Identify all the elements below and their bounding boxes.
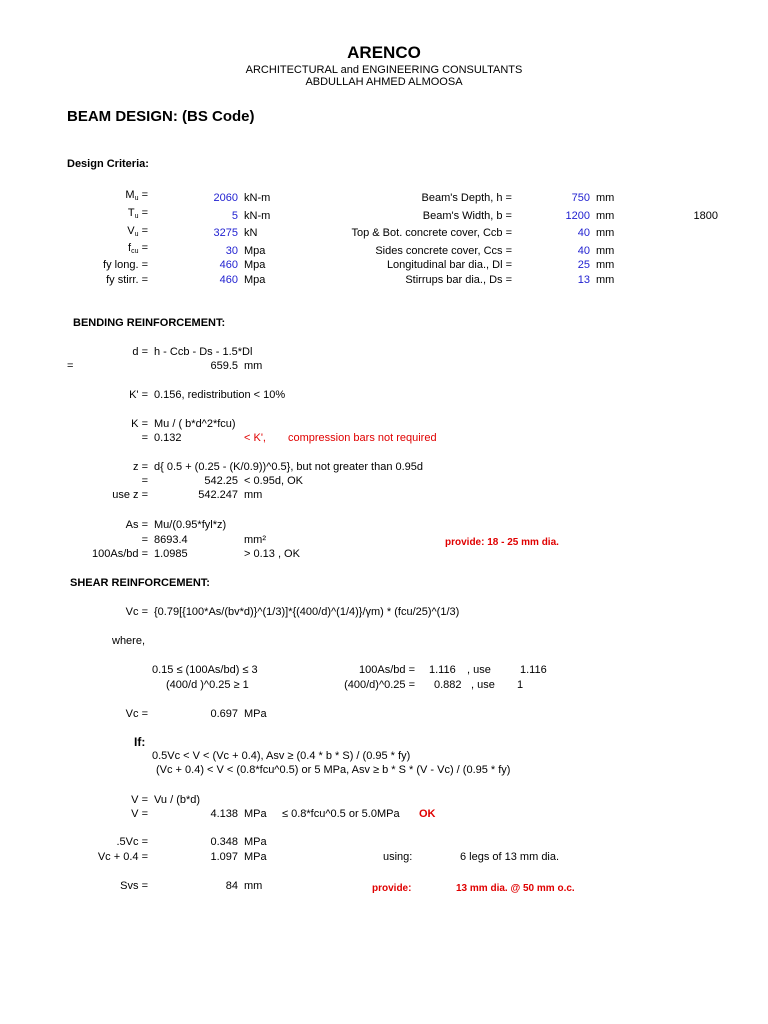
vc-plus-value: 1.097 <box>210 851 238 863</box>
v-label: V = <box>131 794 148 806</box>
fcu-value: 30 <box>225 245 238 257</box>
long-bar-label: Longitudinal bar dia., Dl = <box>386 259 512 271</box>
as-eq: = <box>141 534 148 546</box>
cond1-text: 0.15 ≤ (100As/bd) ≤ 3 <box>152 664 258 676</box>
ratio-value: 1.0985 <box>154 548 188 560</box>
cond2-label: (400/d)^0.25 = <box>344 679 415 691</box>
shear-heading: SHEAR REINFORCEMENT: <box>70 577 210 589</box>
v2-value: 4.138 <box>210 808 238 820</box>
mu-unit: kN-m <box>244 192 271 204</box>
z-note: < 0.95d, OK <box>244 475 304 487</box>
fy-long-value: 460 <box>219 259 238 271</box>
page-title: BEAM DESIGN: (BS Code) <box>67 108 255 125</box>
svs-value: 84 <box>225 880 238 892</box>
mu-label: $M_u$ = <box>125 189 148 202</box>
d-eq: = <box>67 360 74 372</box>
as-label: As = <box>125 519 148 531</box>
cond1-value: 1.116 <box>429 664 456 676</box>
width-unit: mm <box>596 210 615 222</box>
vc2-label: Vc = <box>125 708 148 720</box>
if-label: If: <box>134 735 146 749</box>
vc-formula: {0.79[{100*As/(bv*d)}^(1/3)]*{(400/d)^(1/4)}/γm) * (fcu/25)^(1/3) <box>154 606 460 618</box>
k-compare: < K', <box>244 432 266 444</box>
cond2-value: 0.882 <box>434 679 462 691</box>
cond2-text: (400/d )^0.25 ≥ 1 <box>166 679 249 691</box>
cond2-used: 1 <box>517 679 524 691</box>
vu-unit: kN <box>244 227 258 239</box>
vc2-unit: MPa <box>244 708 267 720</box>
half-vc-value: 0.348 <box>210 836 238 848</box>
ratio-label: 100As/bd = <box>92 548 148 560</box>
top-cover-label: Top & Bot. concrete cover, Ccb = <box>351 227 512 239</box>
top-cover-unit: mm <box>596 227 615 239</box>
cond2-use: , use <box>471 679 495 691</box>
half-vc-label: .5Vc = <box>116 836 148 848</box>
stirrup-bar-label: Stirrups bar dia., Ds = <box>405 274 512 286</box>
mu-value: 2060 <box>213 192 238 204</box>
where-label: where, <box>112 635 146 647</box>
k-note: compression bars not required <box>288 432 437 444</box>
k-value: 0.132 <box>154 432 182 444</box>
side-cover-value: 40 <box>577 245 590 257</box>
stirrup-bar-value: 13 <box>577 274 590 286</box>
k-label: K = <box>131 418 148 430</box>
d-value: 659.5 <box>210 360 238 372</box>
cond1-label: 100As/bd = <box>359 664 415 676</box>
d-label: d = <box>132 346 148 358</box>
fcu-label: $f_{cu}$ = <box>128 242 148 255</box>
z-formula: d{ 0.5 + (0.25 - (K/0.9))^0.5}, but not greater than 0.95d <box>154 461 424 473</box>
svs-label: Svs = <box>120 880 148 892</box>
width-label: Beam's Width, b = <box>422 210 512 222</box>
bending-provide: provide: 18 - 25 mm dia. <box>445 537 559 548</box>
vc-label: Vc = <box>125 606 148 618</box>
d-unit: mm <box>244 360 263 372</box>
depth-unit: mm <box>596 192 615 204</box>
shear-provide-text: 13 mm dia. @ 50 mm o.c. <box>456 883 575 894</box>
v2-label: V = <box>131 808 148 820</box>
long-bar-unit: mm <box>596 259 615 271</box>
company-subtitle: ARCHITECTURAL and ENGINEERING CONSULTANTS <box>245 64 523 76</box>
if-case1: 0.5Vc < V < (Vc + 0.4), Asv ≥ (0.4 * b * S) / (0.95 * fy) <box>152 750 411 762</box>
k-eq: = <box>141 432 148 444</box>
company-name: ARENCO <box>347 43 421 62</box>
as-value: 8693.4 <box>154 534 188 546</box>
ratio-note: > 0.13 , OK <box>244 548 300 560</box>
v2-note: ≤ 0.8*fcu^0.5 or 5.0MPa <box>282 808 400 820</box>
tu-label: $T_u$ = <box>127 207 148 220</box>
tu-unit: kN-m <box>244 210 271 222</box>
d-formula: h - Ccb - Ds - 1.5*Dl <box>154 346 253 358</box>
kprime-label: K' = <box>129 389 148 401</box>
fy-long-unit: Mpa <box>244 259 266 271</box>
fy-stirr-unit: Mpa <box>244 274 266 286</box>
as-unit: mm² <box>244 534 266 546</box>
vu-label: $V_u$ = <box>127 225 148 238</box>
half-vc-unit: MPa <box>244 836 267 848</box>
vc2-value: 0.697 <box>210 708 238 720</box>
stirrup-bar-unit: mm <box>596 274 615 286</box>
depth-label: Beam's Depth, h = <box>421 192 512 204</box>
v-formula: Vu / (b*d) <box>154 794 201 806</box>
long-bar-value: 25 <box>577 259 590 271</box>
if-case2: (Vc + 0.4) < V < (0.8*fcu^0.5) or 5 MPa, Asv ≥ b * S * (V - Vc) / (0.95 * fy) <box>156 764 511 776</box>
vu-value: 3275 <box>213 227 238 239</box>
tu-value: 5 <box>231 210 238 222</box>
z-label: z = <box>133 461 148 473</box>
z-value: 542.25 <box>204 475 238 487</box>
use-z-unit: mm <box>244 489 263 501</box>
vc-plus-label: Vc + 0.4 = <box>97 851 148 863</box>
kprime-text: 0.156, redistribution < 10% <box>154 389 286 401</box>
fcu-unit: Mpa <box>244 245 266 257</box>
legs-text: 6 legs of 13 mm dia. <box>460 851 560 863</box>
using-label: using: <box>383 851 413 863</box>
depth-value: 750 <box>571 192 590 204</box>
criteria-heading: Design Criteria: <box>67 158 149 170</box>
v2-unit: MPa <box>244 808 267 820</box>
as-formula: Mu/(0.95*fyl*z) <box>154 519 227 531</box>
bending-heading: BENDING REINFORCEMENT: <box>73 317 226 329</box>
fy-stirr-label: fy stirr. = <box>106 274 148 286</box>
cond1-use: , use <box>467 664 491 676</box>
use-z-value: 542.247 <box>198 489 238 501</box>
shear-provide-label: provide: <box>372 883 412 894</box>
person-name: ABDULLAH AHMED ALMOOSA <box>305 76 463 88</box>
z-eq: = <box>141 475 148 487</box>
side-cover-label: Sides concrete cover, Ccs = <box>375 245 512 257</box>
vc-plus-unit: MPa <box>244 851 267 863</box>
side-cover-unit: mm <box>596 245 615 257</box>
cond1-used: 1.116 <box>520 664 547 676</box>
width-value: 1200 <box>565 210 590 222</box>
k-formula: Mu / ( b*d^2*fcu) <box>154 418 236 430</box>
fy-long-label: fy long. = <box>103 259 148 271</box>
fy-stirr-value: 460 <box>219 274 238 286</box>
svs-unit: mm <box>244 880 263 892</box>
v2-ok: OK <box>419 808 436 820</box>
use-z-label: use z = <box>112 489 148 501</box>
top-cover-value: 40 <box>577 227 590 239</box>
extra-width-value: 1800 <box>693 210 718 222</box>
